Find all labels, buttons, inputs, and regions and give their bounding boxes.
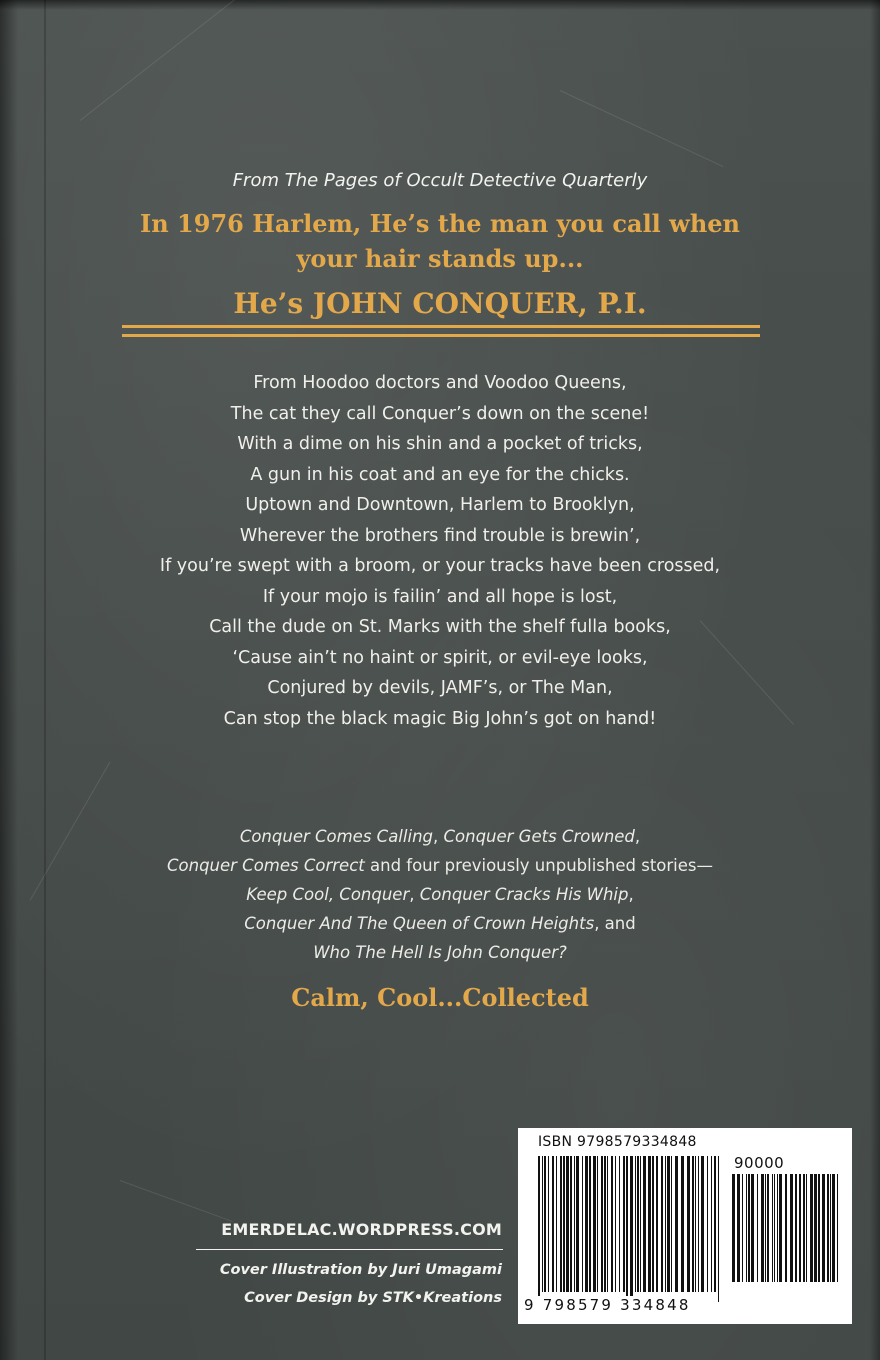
paper-crease — [560, 90, 724, 167]
barcode-bar — [799, 1174, 801, 1282]
barcode-bar — [661, 1156, 663, 1292]
barcode-bar — [563, 1156, 565, 1292]
barcode-bar — [732, 1174, 735, 1282]
barcode-bar — [570, 1156, 572, 1292]
barcode-bar — [746, 1174, 747, 1282]
price-barcode-bars — [732, 1174, 840, 1282]
barcode-bar — [637, 1156, 639, 1292]
top-edge-shadow — [0, 0, 880, 10]
story-title: Conquer Gets Crowned — [443, 827, 635, 846]
design-credit: Cover Design by STK•Kreations — [244, 1290, 502, 1306]
barcode-bar — [640, 1156, 641, 1292]
barcode-bar — [623, 1156, 625, 1292]
barcode-bar — [777, 1174, 778, 1282]
website-url: EMERDELAC.WORDPRESS.COM — [221, 1220, 502, 1239]
headline-line-2: your hair stands up... — [296, 244, 584, 273]
barcode-bar — [589, 1156, 591, 1292]
barcode-bar — [656, 1156, 658, 1292]
barcode-bar — [576, 1156, 579, 1292]
barcode-bar — [718, 1156, 719, 1302]
barcode-bar — [556, 1156, 557, 1292]
barcode-bar — [626, 1156, 628, 1302]
story-title: Keep Cool, Conquer — [246, 885, 410, 904]
barcode-bar — [795, 1174, 797, 1282]
barcode-bar — [601, 1156, 603, 1292]
barcode-bar — [742, 1174, 743, 1282]
story-title: Conquer And The Queen of Crown Heights — [244, 914, 595, 933]
barcode-bar — [574, 1156, 575, 1292]
separator: , — [433, 827, 444, 846]
barcode-bar — [837, 1174, 838, 1282]
barcode-bar — [687, 1156, 690, 1292]
barcode-bar — [803, 1174, 805, 1282]
isbn-digits: 9 798579 334848 — [524, 1296, 691, 1314]
barcode-bar — [552, 1156, 554, 1292]
barcode-bar — [698, 1156, 699, 1292]
poem-line: From Hoodoo doctors and Voodoo Queens, — [253, 373, 627, 393]
barcode-bar — [604, 1156, 606, 1292]
headline-line-1: In 1976 Harlem, He’s the man you call when — [140, 209, 740, 238]
barcode-bar — [652, 1156, 654, 1292]
barcode-bar — [822, 1174, 825, 1282]
isbn-barcode-bars — [538, 1156, 722, 1302]
price-code: 90000 — [734, 1154, 785, 1172]
website-underline — [196, 1249, 503, 1250]
barcode-bar — [566, 1156, 569, 1292]
barcode-bar — [774, 1174, 775, 1282]
barcode-bar — [560, 1156, 562, 1292]
barcode — [518, 1128, 852, 1324]
barcode-bar — [761, 1174, 764, 1282]
barcode-bar — [615, 1156, 616, 1292]
story-list-line — [0, 880, 880, 909]
barcode-bar — [648, 1156, 651, 1292]
barcode-bar — [681, 1156, 684, 1292]
paper-crease — [80, 0, 254, 121]
barcode-bar — [695, 1156, 696, 1292]
story-list-line — [0, 938, 880, 967]
poem-line: ‘Cause ain’t no haint or spirit, or evil-eye looks, — [232, 647, 648, 668]
story-title: Conquer Cracks His Whip — [419, 885, 629, 904]
barcode-bar — [643, 1156, 646, 1292]
separator: , — [634, 827, 641, 846]
paper-crease — [120, 1180, 233, 1222]
poem — [0, 368, 880, 734]
isbn-label: ISBN 9798579334848 — [538, 1134, 697, 1150]
barcode-bar — [619, 1156, 620, 1292]
barcode-bar — [737, 1174, 740, 1282]
barcode-bar — [548, 1156, 549, 1292]
barcode-bar — [597, 1156, 598, 1292]
story-list-text: and four previously unpublished stories— — [364, 856, 713, 875]
story-title: Conquer Comes Correct — [167, 856, 365, 875]
barcode-bar — [779, 1174, 782, 1282]
story-list — [0, 822, 880, 967]
barcode-bar — [832, 1174, 835, 1282]
story-list-text: , and — [594, 914, 636, 933]
story-list-line — [0, 822, 880, 851]
barcode-bar — [814, 1174, 817, 1282]
barcode-bar — [748, 1174, 750, 1282]
poem-line: If you’re swept with a broom, or your tracks have been crossed, — [159, 556, 721, 576]
separator: , — [628, 885, 634, 904]
barcode-bar — [790, 1174, 793, 1282]
barcode-bar — [714, 1156, 716, 1292]
poem-line: If your mojo is failin’ and all hope is lost, — [262, 586, 618, 607]
poem-line: A gun in his coat and an eye for the chicks. — [250, 464, 630, 485]
story-title: Who The Hell Is John Conquer? — [313, 943, 567, 962]
poem-line: Conjured by devils, JAMF’s, or The Man, — [267, 678, 613, 698]
illustration-credit: Cover Illustration by Juri Umagami — [219, 1262, 502, 1278]
poem-line: Uptown and Downtown, Harlem to Brooklyn, — [245, 495, 635, 515]
barcode-bar — [593, 1156, 596, 1292]
story-title: Conquer Comes Calling — [239, 827, 433, 846]
barcode-bar — [611, 1156, 613, 1292]
headline-title: He’s JOHN CONQUER, P.I. — [233, 287, 647, 320]
barcode-bar — [806, 1174, 807, 1282]
barcode-bar — [767, 1174, 769, 1282]
barcode-bar — [810, 1174, 813, 1282]
barcode-bar — [757, 1174, 758, 1282]
headline — [0, 206, 880, 321]
barcode-bar — [701, 1156, 704, 1292]
barcode-bar — [585, 1156, 588, 1292]
barcode-bar — [707, 1156, 708, 1292]
story-list-line — [0, 909, 880, 938]
barcode-bar — [675, 1156, 678, 1292]
barcode-bar — [538, 1156, 540, 1302]
barcode-bar — [630, 1156, 633, 1302]
barcode-bar — [751, 1174, 754, 1282]
barcode-bar — [711, 1156, 712, 1292]
barcode-bar — [830, 1174, 831, 1282]
barcode-bar — [785, 1174, 787, 1282]
divider-rule-top — [122, 325, 760, 328]
poem-line: The cat they call Conquer’s down on the scene! — [230, 403, 650, 424]
barcode-bar — [607, 1156, 608, 1292]
barcode-bar — [692, 1156, 694, 1292]
barcode-bar — [544, 1156, 546, 1292]
barcode-bar — [827, 1174, 829, 1282]
poem-line: Can stop the black magic Big John’s got on hand! — [223, 708, 657, 729]
barcode-bar — [667, 1156, 670, 1292]
poem-line: With a dime on his shin and a pocket of tricks, — [237, 434, 643, 454]
poem-line: Call the dude on St. Marks with the shelf fulla books, — [209, 617, 671, 637]
separator: , — [409, 885, 420, 904]
divider-rule-bottom — [122, 334, 760, 337]
barcode-bar — [665, 1156, 666, 1292]
barcode-bar — [542, 1156, 543, 1292]
poem-line: Wherever the brothers find trouble is brewin’, — [239, 525, 641, 546]
barcode-bar — [765, 1174, 766, 1282]
barcode-bar — [772, 1174, 773, 1282]
barcode-bar — [671, 1156, 672, 1292]
source-tagline: From The Pages of Occult Detective Quarterly — [232, 170, 648, 191]
barcode-bar — [582, 1156, 583, 1292]
story-list-line — [0, 851, 880, 880]
barcode-bar — [818, 1174, 820, 1282]
closing-tagline: Calm, Cool...Collected — [291, 983, 589, 1012]
barcode-bar — [635, 1156, 636, 1292]
